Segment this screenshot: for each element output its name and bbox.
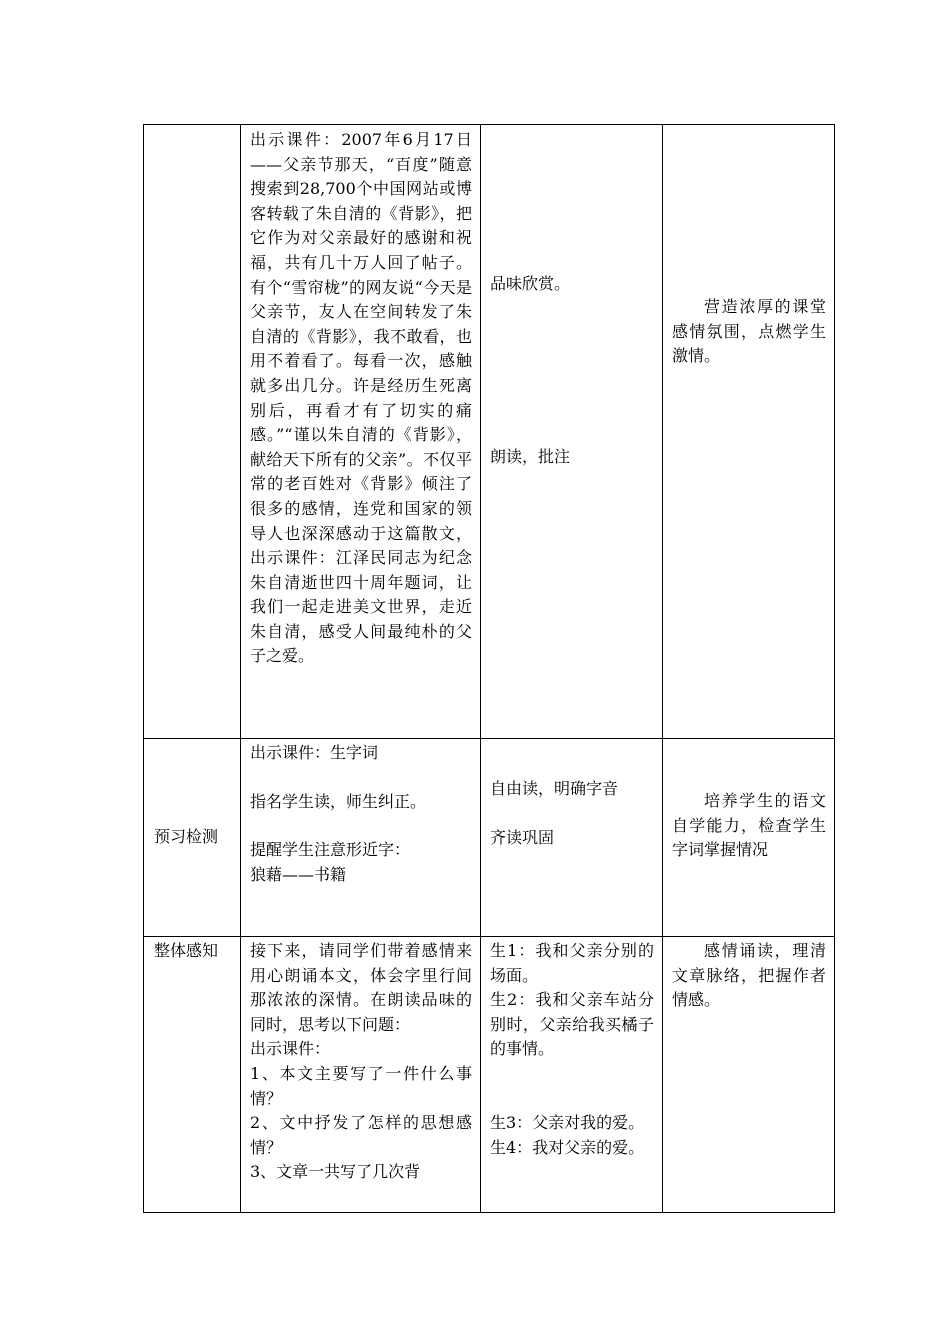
student-activity-text: 齐读巩固 [490, 827, 555, 847]
teacher-activity-text: 出示课件： [250, 1039, 331, 1059]
student-activity-text: 生3：父亲对我的爱。 [490, 1112, 645, 1132]
teacher-activity-text: 狼藉——书籍 [250, 864, 347, 884]
design-purpose-cell [663, 739, 835, 937]
teacher-activity-text: 3、文章一共写了几次背 [250, 1162, 421, 1182]
design-purpose-cell [663, 125, 835, 739]
stage-label-cell [144, 937, 241, 1213]
teacher-activity-text: 出示课件：生字词 [250, 743, 379, 762]
teacher-activity-cell [241, 125, 481, 739]
student-activity-text: 生2：我和父亲车站分别时，父亲给我买橘子的事情。 [490, 990, 654, 1059]
stage-label-cell [144, 739, 241, 937]
teacher-activity-cell [241, 739, 481, 937]
teacher-activity-text: 1、本文主要写了一件什么事情？ [250, 1063, 472, 1108]
student-activity-cell [481, 125, 663, 739]
student-activity-cell [481, 739, 663, 937]
design-purpose-text: 培养学生的语文自学能力，检查学生字词掌握情况 [672, 791, 826, 860]
teacher-activity-cell [241, 937, 481, 1213]
lesson-plan-table [143, 124, 835, 1213]
stage-label: 整体感知 [154, 941, 219, 960]
student-activity-text: 品味欣赏。 [490, 274, 571, 293]
stage-label: 预习检测 [154, 827, 219, 847]
table-row [144, 739, 835, 937]
design-purpose-cell [663, 937, 835, 1213]
student-activity-text: 朗读，批注 [490, 446, 571, 466]
teacher-activity-text: 接下来，请同学们带着感情来用心朗诵本文，体会字里行间那浓浓的深情。在朗读品味的同时，思考以下问题： [250, 941, 472, 1034]
table-row [144, 125, 835, 739]
student-activity-cell [481, 937, 663, 1213]
table-row [144, 937, 835, 1213]
student-activity-text: 生4：我对父亲的爱。 [490, 1137, 645, 1157]
stage-label-cell [144, 125, 241, 739]
teacher-activity-text: 出示课件：2007年6月17日——父亲节那天，“百度”随意搜索到28,700个中国网站或博客转载了朱自清的《背影》，把它作为对父亲最好的感谢和祝福，共有几十万人回了帖子。有个“雪帘栊”的网友说“今天是父亲节，友人在空间转发了朱自清的《背影》，我不敢看，也用不着看了。每看一次，感触就多出几分。许是经历生死离别后，再看才有了切实的痛感。”“谨以朱自清的《背影》，献给天下所有的父亲”。不仅平常的老百姓对《背影》倾注了很多的感情，连党和国家的领导人也深深感动于这篇散文，出示课件：江泽民同志为纪念朱自清逝世四十周年题词，让我们一起走进美文世界，走近朱自清，感受人间最纯朴的父子之爱。 [250, 130, 472, 666]
teacher-activity-text: 2、文中抒发了怎样的思想感情？ [250, 1113, 472, 1157]
teacher-activity-text: 提醒学生注意形近字： [250, 840, 411, 860]
student-activity-text: 自由读，明确字音 [490, 779, 619, 798]
design-purpose-text: 营造浓厚的课堂感情氛围，点燃学生激情。 [672, 297, 826, 366]
student-activity-text: 生1：我和父亲分别的场面。 [490, 941, 654, 985]
teacher-activity-text: 指名学生读，师生纠正。 [250, 791, 427, 811]
design-purpose-text: 感情诵读，理清文章脉络，把握作者情感。 [672, 941, 826, 1010]
